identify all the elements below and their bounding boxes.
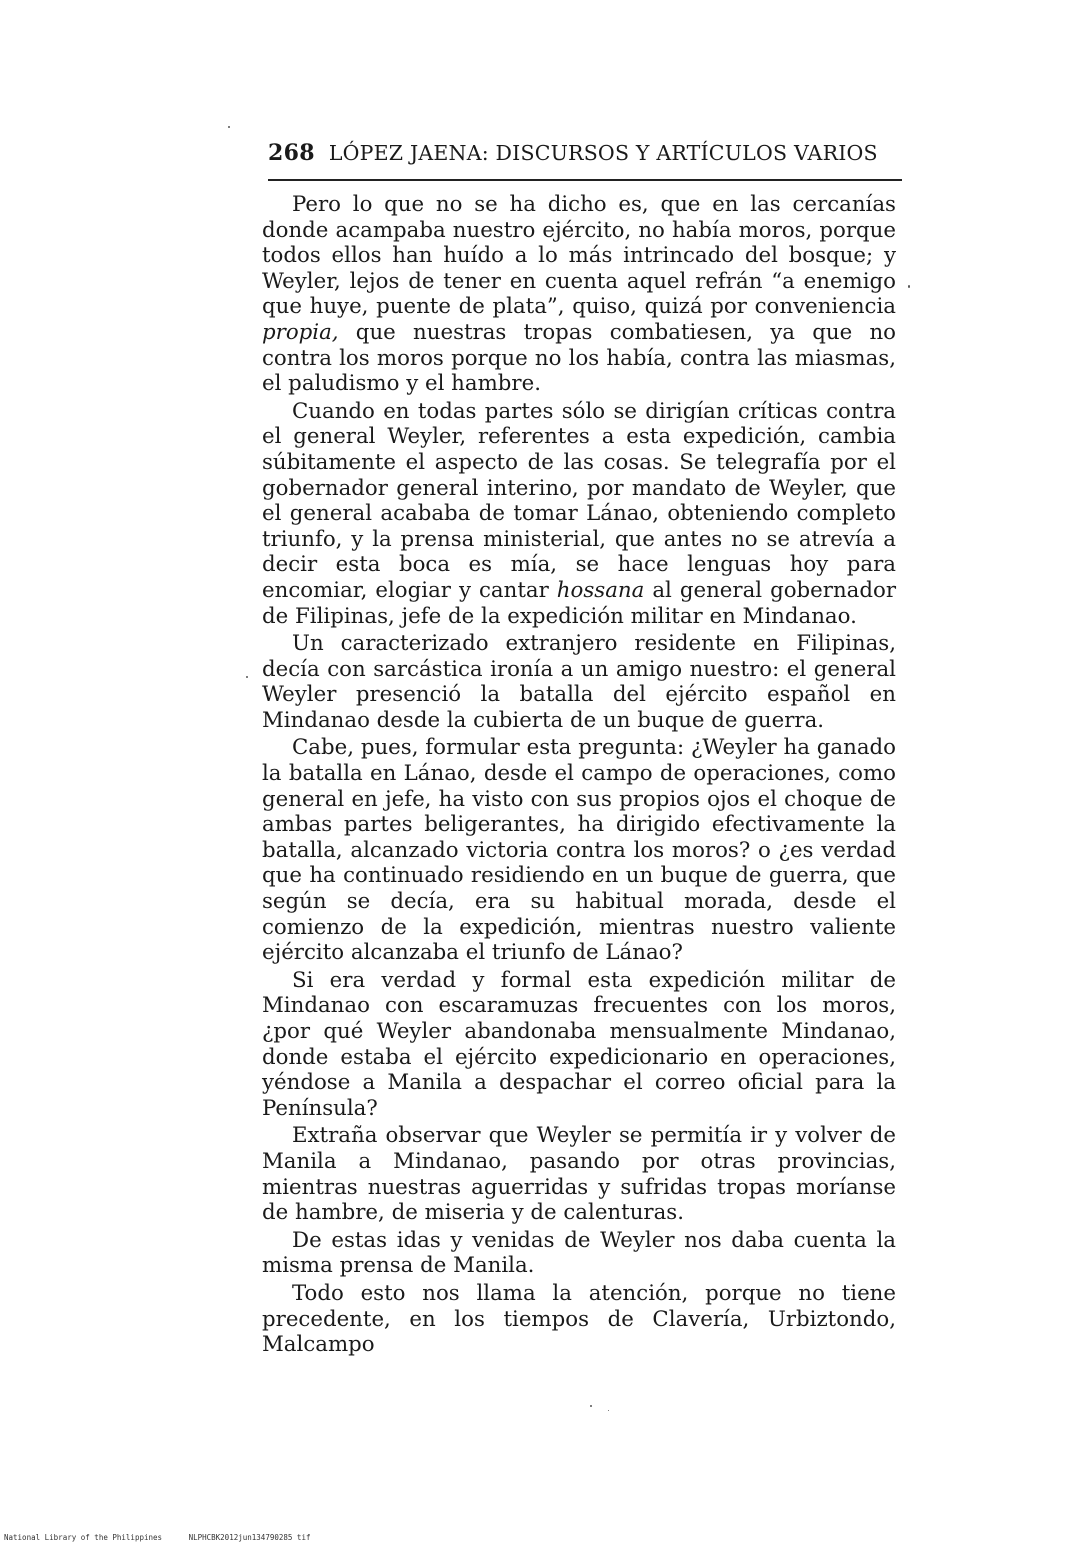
paragraph-8: Todo esto nos llama la atención, porque no tiene precedente, en los tiempos de Clavería, Urbiztondo, Malcampo — [262, 1280, 896, 1358]
footer-library: National Library of the Philippines — [4, 1533, 163, 1542]
page-header — [268, 140, 906, 166]
footer-file-id: NLPHCBK2012jun134790285 tif — [188, 1533, 311, 1542]
paragraph-2 — [262, 399, 896, 629]
scan-speck — [228, 126, 230, 128]
paragraph-2-italic: hossana — [556, 577, 645, 603]
paragraph-5: Si era verdad y formal esta expedición militar de Mindanao con escaramuzas frecuentes con los moros, ¿por qué Weyler abandonaba mensualmente Mindanao, donde estaba el ejército expedicionario en operaciones, yéndose a Manila a despachar el correo oficial para la Península? — [262, 967, 896, 1121]
paragraph-4: Cabe, pues, formular esta pregunta: ¿Weyler ha ganado la batalla en Lánao, desde el campo de operaciones, como general en jefe, ha visto con sus propios ojos el choque de ambas partes beligerantes, ha dirigido efectivamente la batalla, alcanzado victoria contra los moros? o ¿es verdad que ha continuado residiendo en un buque de guerra, que según se decía, era su habitual morada, desde el comienzo de la expedición, mientras nuestro valiente ejército alcanzaba el triunfo de Lánao? — [262, 735, 896, 966]
scan-footer — [4, 1533, 310, 1542]
paragraph-3: Un caracterizado extranjero residente en Filipinas, decía con sarcástica ironía a un amigo nuestro: el general Weyler presenció la batalla del ejército español en Mindanao desde la cubierta de un buque de guerra. — [262, 631, 896, 733]
paragraph-7: De estas idas y venidas de Weyler nos daba cuenta la misma prensa de Manila. — [262, 1227, 896, 1279]
page-number: 268 — [268, 140, 315, 166]
paragraph-6: Extraña observar que Weyler se permitía ir y volver de Manila a Mindanao, pasando por otras provincias, mientras nuestras aguerridas y sufridas tropas moríanse de hambre, de miseria y de calenturas. — [262, 1123, 896, 1226]
header-rule — [268, 179, 902, 181]
scan-speck — [246, 676, 248, 678]
paragraph-1-italic: propia, — [262, 319, 339, 345]
scan-speck — [908, 285, 910, 288]
paragraph-1-part-b: que nuestras tropas combatiesen, ya que no contra los moros porque no los había, contra las miasmas, el paludismo y el hambre. — [262, 319, 896, 397]
running-head: LÓPEZ JAENA: DISCURSOS Y ARTÍCULOS VARIOS — [328, 141, 878, 165]
paragraph-2-part-b: al general gobernador de Filipinas, jefe de la expedición militar en Mindanao. — [262, 577, 897, 629]
paragraph-2-part-a: Cuando en todas partes sólo se dirigían críticas contra el general Weyler, referentes a esta expedición, cambia súbitamente el aspecto de las cosas. Se telegrafía por el gobernador general interino, por mandato de Weyler, que el general acababa de tomar Lánao, obteniendo completo triunfo, y la prensa ministerial, que antes no se atrevía a decir esta boca es mía, se hace lenguas hoy para encomiar, elogiar y cantar — [262, 398, 896, 603]
scan-speck — [608, 1410, 609, 1411]
paragraph-1-part-a: Pero lo que no se ha dicho es, que en las cercanías donde acampaba nuestro ejército, no había moros, porque todos ellos han huído a lo más intrincado del bosque; y Weyler, lejos de tener en cuenta aquel refrán “a enemigo que huye, puente de plata”, quiso, quizá por conveniencia — [262, 192, 896, 320]
scan-speck — [590, 1405, 592, 1407]
paragraph-1 — [262, 192, 896, 397]
body-text — [262, 192, 896, 1358]
